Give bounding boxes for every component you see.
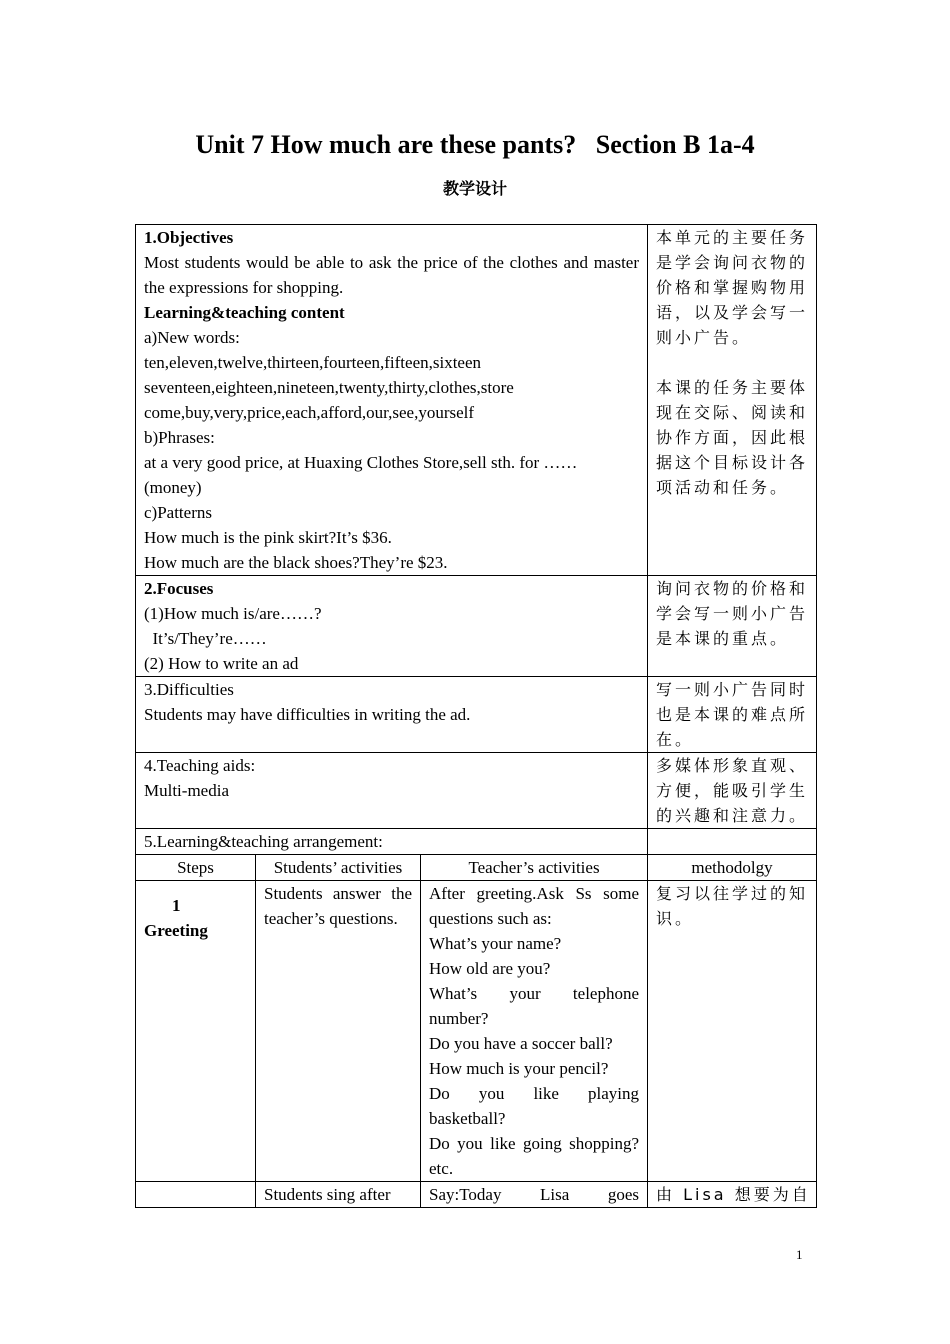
step-1-name: Greeting bbox=[144, 921, 208, 940]
note-spacer bbox=[656, 350, 808, 375]
new-words-line-3: come,buy,very,price,each,afford,our,see,yourself bbox=[144, 403, 475, 422]
phrases-line-1: at a very good price, at Huaxing Clothes Store,sell sth. for …… bbox=[144, 453, 578, 472]
new-words-line-1: ten,eleven,twelve,thirteen,fourteen,fifteen,sixteen bbox=[144, 353, 482, 372]
focuses-line-1: (1)How much is/are……? bbox=[144, 604, 322, 623]
pattern-1: How much is the pink skirt?It’s $36. bbox=[144, 528, 392, 547]
column-header-methodology: methodolgy bbox=[648, 855, 817, 881]
step-2-students-text: Students sing after bbox=[264, 1185, 391, 1204]
difficulties-heading: 3.Difficulties bbox=[144, 680, 234, 699]
arrangement-heading: 5.Learning&teaching arrangement: bbox=[144, 832, 383, 851]
step-1-teacher-cell bbox=[421, 881, 648, 1182]
aids-cell bbox=[136, 753, 648, 829]
focuses-heading: 2.Focuses bbox=[144, 579, 214, 598]
difficulties-row bbox=[136, 677, 817, 753]
objectives-note-1: 本单元的主要任务是学会询问衣物的价格和掌握购物用语，以及学会写一则小广告。 bbox=[656, 228, 809, 347]
new-words-label: a)New words: bbox=[144, 328, 240, 347]
focuses-row bbox=[136, 576, 817, 677]
phrases-line-2: (money) bbox=[144, 478, 202, 497]
difficulties-note-cell bbox=[648, 677, 817, 753]
step-2-steps-cell bbox=[136, 1182, 256, 1208]
aids-note: 多媒体形象直观、方便，能吸引学生的兴趣和注意力。 bbox=[656, 756, 809, 825]
column-header-steps: Steps bbox=[136, 855, 256, 881]
arrangement-cell bbox=[136, 829, 648, 855]
arrangement-row bbox=[136, 829, 817, 855]
step-1-question: Do you like playing basketball? bbox=[429, 1084, 640, 1128]
step-2-students-cell bbox=[256, 1182, 421, 1208]
step-1-teacher-intro: After greeting.Ask Ss some questions such as: bbox=[429, 884, 640, 928]
lesson-plan-table bbox=[135, 224, 817, 1208]
step-1-question: What’s your name? bbox=[429, 934, 562, 953]
column-header-students: Students’ activities bbox=[256, 855, 421, 881]
page-number: 1 bbox=[796, 1247, 803, 1262]
focuses-note-cell bbox=[648, 576, 817, 677]
step-1-steps-cell bbox=[136, 881, 256, 1182]
step-2-row bbox=[136, 1182, 817, 1208]
arrangement-empty-cell bbox=[648, 829, 817, 855]
step-1-number: 1 bbox=[172, 896, 181, 915]
new-words-line-2: seventeen,eighteen,nineteen,twenty,thirty,clothes,store bbox=[144, 378, 514, 397]
column-header-teacher: Teacher’s activities bbox=[421, 855, 648, 881]
step-1-students-cell bbox=[256, 881, 421, 1182]
pattern-2: How much are the black shoes?They’re $23. bbox=[144, 553, 448, 572]
patterns-label: c)Patterns bbox=[144, 503, 212, 522]
step-1-students-text: Students answer the teacher’s questions. bbox=[264, 884, 412, 928]
difficulties-cell bbox=[136, 677, 648, 753]
objectives-note-cell bbox=[648, 225, 817, 576]
step-1-method-cell bbox=[648, 881, 817, 1182]
step-2-method: 由 Lisa 想要为自 bbox=[656, 1185, 811, 1204]
step-1-question: How old are you? bbox=[429, 959, 551, 978]
aids-text: Multi-media bbox=[144, 781, 229, 800]
step-1-question: Do you like going shopping?etc. bbox=[429, 1134, 640, 1178]
aids-heading: 4.Teaching aids: bbox=[144, 756, 256, 775]
step-1-question: Do you have a soccer ball? bbox=[429, 1034, 613, 1053]
step-1-question: How much is your pencil? bbox=[429, 1059, 609, 1078]
step-2-method-cell bbox=[648, 1182, 817, 1208]
focuses-line-2: It’s/They’re…… bbox=[144, 629, 267, 648]
difficulties-text: Students may have difficulties in writing the ad. bbox=[144, 705, 471, 724]
step-2-teacher-text: Say:Today Lisa goes bbox=[429, 1185, 640, 1204]
step-1-row bbox=[136, 881, 817, 1182]
document-subtitle: 教学设计 bbox=[442, 179, 507, 198]
focuses-cell bbox=[136, 576, 648, 677]
step-1-method: 复习以往学过的知识。 bbox=[656, 884, 809, 928]
focuses-line-3: (2) How to write an ad bbox=[144, 654, 299, 673]
phrases-label: b)Phrases: bbox=[144, 428, 215, 447]
objectives-heading: 1.Objectives bbox=[144, 228, 234, 247]
document-title: Unit 7 How much are these pants? Section B 1a-4 bbox=[195, 130, 755, 159]
step-1-question: What’s your telephone number? bbox=[429, 984, 640, 1028]
step-2-teacher-cell bbox=[421, 1182, 648, 1208]
aids-note-cell bbox=[648, 753, 817, 829]
column-header-row bbox=[136, 855, 817, 881]
content-heading: Learning&teaching content bbox=[144, 303, 345, 322]
objectives-cell bbox=[136, 225, 648, 576]
objectives-text: Most students would be able to ask the price of the clothes and master the expressions for shopping. bbox=[144, 253, 640, 297]
objectives-note-2: 本课的任务主要体现在交际、阅读和协作方面，因此根据这个目标设计各项活动和任务。 bbox=[656, 378, 809, 497]
aids-row bbox=[136, 753, 817, 829]
focuses-note: 询问衣物的价格和学会写一则小广告是本课的重点。 bbox=[656, 579, 809, 648]
difficulties-note: 写一则小广告同时也是本课的难点所在。 bbox=[656, 680, 809, 749]
objectives-row bbox=[136, 225, 817, 576]
